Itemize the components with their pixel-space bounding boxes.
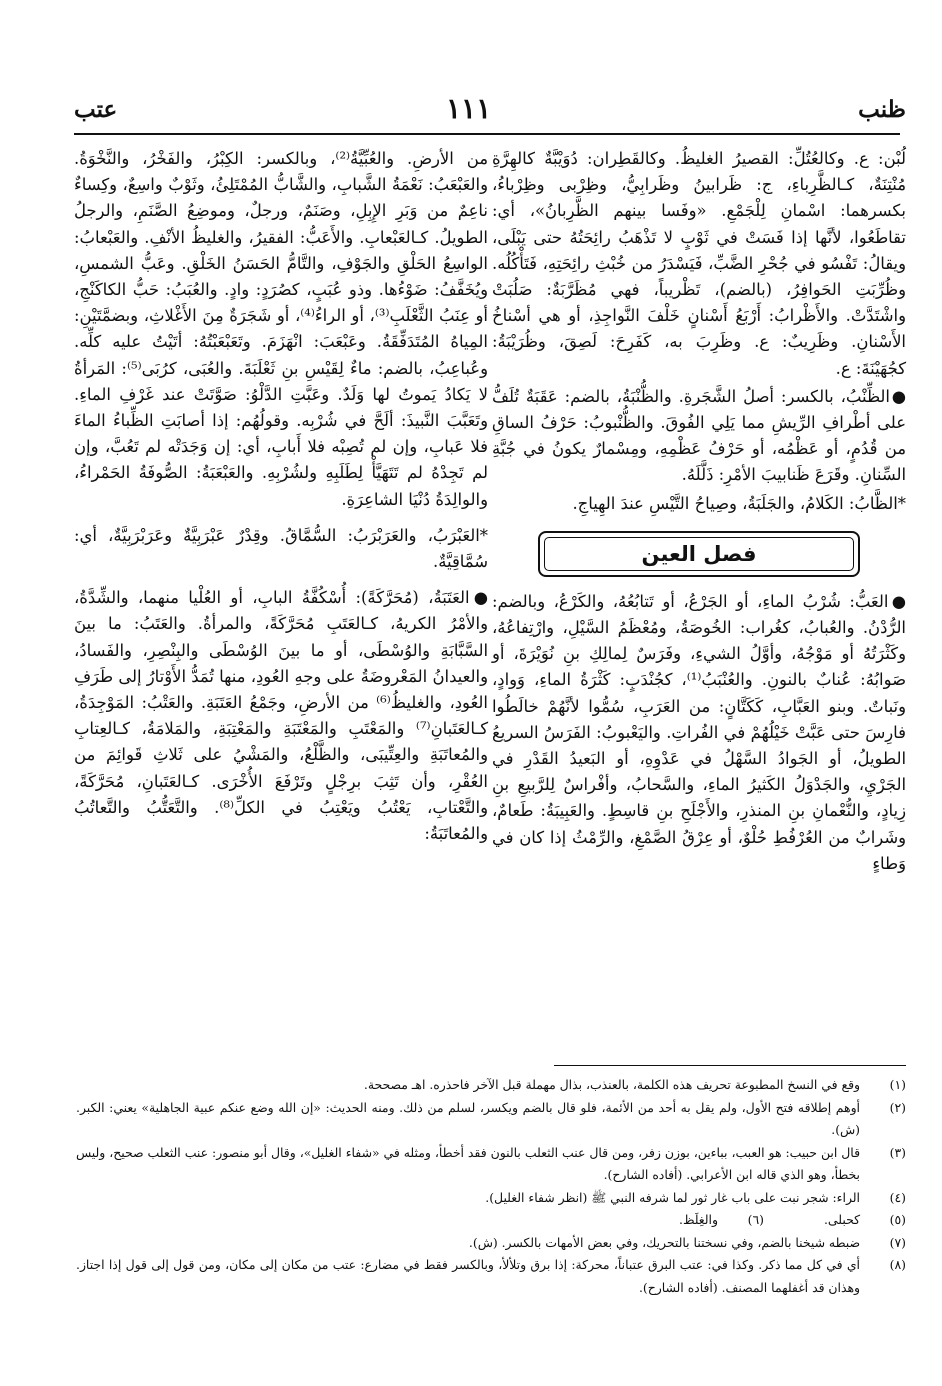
footnote-rule (554, 1065, 906, 1066)
footnote-text: الراء: شجر نبت على باب غار ثور لما شرفه النبي ﷺ (انظر شفاء الغليل). (485, 1189, 860, 1205)
entry-zab: *الظَّابُ: الكَلامُ، والجَلَبَةُ، وصِياحُ التَّيْسِ عندَ الهِياجِ. (572, 493, 906, 513)
footnote-text: والغِلَظ. (679, 1212, 718, 1227)
right-column (492, 146, 906, 873)
section-heading-box (538, 531, 860, 577)
footnote-text: أوهم إطلاقه فتح الأول، ولم يقل به أحد من الأئمة، فلو قال بالضم ويكسر، لسلم من ذلك. ومنه الحديث: «إن الله وضع عنكم عبية الجاهلية» يعني: الكبر. (ش). (76, 1099, 860, 1137)
footnote-text: قال ابن حبيب: هو العبب، بباءين، بوزن زفر، ومن قال عنب الثعلب بالنون فقد أخطأ، ومثله في «شفاء الغليل»، وقال أبو منصور: عنب الثعلب صحيح، وليس بخطأ، وهو الذي قاله ابن الأعرابي. (أفاده الشارح). (76, 1144, 860, 1182)
footnotes (76, 1074, 906, 1299)
footnote-number: (٢) (889, 1099, 906, 1115)
footnote (76, 1142, 906, 1187)
footnote-number: (٦) (747, 1212, 764, 1227)
footnote-number: (٨) (889, 1257, 906, 1272)
footnote-text: ضبطه شيخنا بالضم، وفي نسختنا بالتحريك، وفي بعض الأمهات بالكسر. (ش). (468, 1234, 860, 1250)
footnote-number: (١) (889, 1077, 906, 1092)
footnote-pair (76, 1209, 906, 1232)
entry-zinb: ●الظِّنْبُ، بالكسر: أصلُ الشَّجَرةِ. والظُّنْبَةُ، بالضم: عَقَبَةٌ تُلَفُّ على أطْرافِ الرِّيشِ مما يَلِي الفُوقَ. والظُّنْبوبُ: حَرْفُ الساقِ من قُدُمٍ، أو عَظْمُه، أو حَرْفُ عَظْمِهِ، ومِسْمارٌ يكونُ في جُبَّةِ السِّنانِ. وقَرَعَ ظَنابيبَ الأمْرِ: ذَلَّلَهُ. (492, 386, 906, 485)
running-head-left: عتب (74, 96, 118, 123)
page-number: ١١١ (446, 92, 492, 125)
footnote (76, 1097, 906, 1142)
footnote-number: (٥) (889, 1212, 906, 1227)
entry-text: لُبْن: ع. وكالعُتُلِّ: القصيرُ الغليظُ. وكالقَطِران: دُوَيْبَّةٌ كالهِرَّةِ مُنْتِنَةٌ، كـالظَّرِباءِ، ج: ظَرابينُ وظَرابِيُّ، وظِرْبى وظِرْباءُ، بكسرهما: اسْمانِ لِلْجَمْعِ. «وفَسا بينهم الظَّرِبانُ»، أي: تقاطَعُوا، لأنَّها إذا فَسَتْ في ثَوْبٍ لا تَذْهَبُ رائِحَتُهُ حتى يَبْلَى، ويقالُ: تَفْسُو في جُحْرِ الضَّبِّ، فَيَسْدَرُ من خُبْثِ رائِحَتِهِ، فَتَأْكُلُه. وظُرِّبَتِ الحَوافِرُ، (بالضم)، تَظْريباً، فهي مُظَرَّبَةٌ: صَلُبَتْ واشْتَدَّتْ. والأَظْرابُ: أَرْبَعُ أَسْنانٍ خَلْفَ النَّواجِذِ، أو هي أسْناخُ الأَسْنانِ. وظَرِيبٌ: ع. وظَرِبَ به، كَفَرِحَ: لَصِقَ، وظُرَيْبَةُ: كجُهَيْنَةَ: ع. (492, 149, 906, 378)
entry-ataba: ●العَتَبَةُ، (مُحَرَّكَةً): أُسْكُفَّةُ البابِ، أو العُلْيا منهما، والشِّدَّةُ، والأمْرُ الكريهُ، كـالعَتَبِ مُحَرَّكَةً، والمرأةُ. والعَتَبُ: ما بينَ السَّبَّابَةِ والوُسْطَى، أو ما بينَ الوُسْطَى والبِنْصِرِ، والفَسادُ، والعيدانُ المَعْروضَةُ على وجهِ العُودِ، منها تُمَدُّ الأَوْتارُ إلى طَرَفِ العُودِ، والغليظُ⁽⁶⁾ من الأرضِ، وجَمْعُ العَتَبَةِ. والعَتْبُ: المَوْجِدَةُ، كـالعَتَبانِ⁽⁷⁾ والمَعْتَبِ والمَعْتَبَةِ والمَعْتِبَةِ، والمَلامَةُ، كـالعِتابِ والمُعاتَبَةِ والعِتِّيبَى، والظَّلْعُ، والمَشْيُ على ثَلاثِ قَوائِمَ من العُقْرِ، وأن تَثِبَ برِجْلٍ وتَرْفَعَ الأُخْرَى. كـالعَتَبانِ، مُحَرَّكَةً، والتَّعْتابِ، يَعْتُبُ ويَعْتِبُ في الكلِّ⁽⁸⁾. والتَّعَتُّبُ والتَّعاتُبُ والمُعاتَبَةُ: (74, 588, 488, 844)
footnote (76, 1232, 906, 1255)
footnote-text: كحبلى. (823, 1212, 860, 1227)
footnote (76, 1187, 906, 1210)
footnote (76, 1074, 906, 1097)
footnote (76, 1254, 906, 1299)
entry-text: من الأرضِ. والعُبِّيَّةُ⁽²⁾، وبالكسر: الكِبْرُ، والفَخْرُ، والنَّخْوَةُ. والعَبْعَبُ: نَعْمَةُ الشَّبابِ، والشَّابُّ المُمْتَلِئُ، وثَوْبٌ واسِعٌ، وكِساءٌ ناعِمٌ من وَبَرِ الإِبِلِ، وصَنَمٌ، ورجلٌ، وموضِعُ الصَّنَمِ، والرجلُ الطويلُ. كـالعَبْعابِ. والأَعَبُّ: الفقيرُ، والغليظُ الأنْفِ. والعَبْعابُ: الواسِعُ الحَلْقِ والجَوْفِ، والتَّامُّ الحَسَنُ الخَلْقِ. وعَبُّ الشمسِ، ويُخَفَّفُ: ضَوْءُها. وذو عُبَبٍ، كصُرَدٍ: وادٍ. والعُبَبُ: حَبُّ الكاكَنْجِ، أو عِنَبُ الثَّعْلَبِ⁽³⁾، أو الراءُ⁽⁴⁾، أو شَجَرَةٌ مِنَ الأَغْلاثِ، وبضمَّتَيْنِ: المِياهُ المُتَدَفِّقَةُ. وعَبْعَبَ: انْهَزَمَ. وتَعَبْعَبْتُهُ: أتَيْتُ عليه كلِّه. وعُباعِبُ، بالضم: ماءٌ لِقَيْسِ بنِ ثَعْلَبَةَ. والعُبَى، كرُبَى⁽⁵⁾: المَرأةُ لا يَكادُ يَموتُ لها وَلَدٌ. وعَبَّتِ الدَّلْوُ: صَوَّتَتْ عند غَرْفِ الماءِ. وتَعَبَّبَ النَّبيذَ: ألَحَّ في شُرْبِه. وقولُهُم: إذا أصابَتِ الظِّباءُ الماءَ فلا عَبابِ، وإن لم تُصِبْه فلا أَبابِ، أي: إن وَجَدَتْه لم تَعُبَّ، وإن لم تَجِدْهُ لم تَتَهَيَّأْ لِطَلَبِهِ ولشُرْبِهِ. والعَبْعَبَةُ: الصُّوفَةُ الحَمْراءُ، والوالِدَةُ دُنْيَا الشاعِرَةِ. (74, 149, 488, 509)
footnote-number: (٧) (889, 1234, 906, 1250)
header-rule (74, 133, 900, 135)
footnote-text: أي في كل مما ذكر. وكذا في: عتب البرق عتباناً، محركة: إذا برق وتلألأ، وبالكسر فقط في مضارع: عتب من مكان إلى مكان، ومن قول إلى قول إذا اجتاز. وهذان قد أغفلهما المصنف. (أفاده الشارح). (76, 1257, 860, 1295)
footnote-number: (٣) (889, 1144, 906, 1160)
footnote-text: وقع في النسخ المطبوعة تحريف هذه الكلمة، بالعنذب، بذال مهملة قبل الآخر فاحذره. اهـ مصححة. (363, 1077, 860, 1092)
section-title: فصل العين (641, 541, 757, 566)
footnote-number: (٤) (889, 1189, 906, 1205)
entry-abb: ●العَبُّ: شُرْبُ الماءِ، أو الجَرْعُ، أو تَتابُعُهُ، والكَرْعُ، وبالضم: الرُّدْنُ. والعُبابُ، كغُراب: الخُوصَةُ، ومُعْظَمُ السَّيْلِ، وارْتِفاعُهُ، وكَثْرَتُهُ أو مَوْجُهُ، وأوَّلُ الشيءِ، وفَرَسٌ لِمالِكِ بنِ نُوَيْرَةَ، أو صَوابُهُ: عُنابٌ بالنونِ. والعُنْبَبُ⁽¹⁾، كجُنْدَبٍ: كَثْرَةُ الماءِ، وَوادٍ، ونَباتٌ. وبنو العَبَّابِ، كَكَتَّانٍ: من العَرَبِ، سُمُّوا لأنَّهُمْ خالَطُوا فارِسَ حتى عَبَّتْ خَيْلُهُمْ في الفُراتِ. واليَعْبوبُ: الفَرَسُ السريعُ الطويلُ، أو الجَوادُ السَّهْلُ في عَدْوِهِ، أو البَعيدُ القَدْرِ في الجَرْيِ، والجَدْوَلُ الكَثيرُ الماءِ، والسَّحابُ، وأفْراسٌ لِلرَّبيعِ بنِ زِيادٍ، والنُّعْمانِ بنِ المنذرِ، والأَجْلَحِ بنِ قاسِطٍ. والعَبِيبَةُ: طَعامٌ، وشَرابٌ من العُرْفُطِ حُلْوٌ، أو عِرْقُ الصَّمْغِ، والرِّمْثُ إذا كان في وَطاءٍ (492, 591, 906, 873)
entry-abrab: *العَبْرَبُ، والعَرَبْرَبُ: السُّمَّاقُ. وقِدْرٌ عَبْرَبِيَّةٌ وعَرَبْرَبِيَّةٌ، أي: سُمَّاقِيَّةٌ. (74, 525, 488, 572)
left-column (74, 146, 488, 844)
running-head-right: ظنب (858, 96, 906, 123)
